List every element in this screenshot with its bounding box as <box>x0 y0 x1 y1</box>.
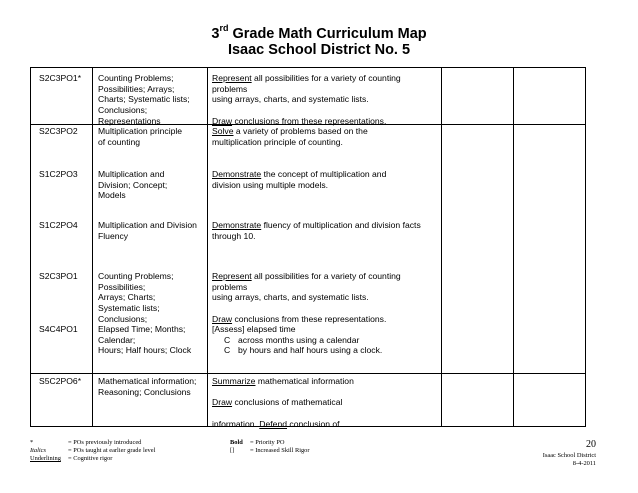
standard-code: S2C3PO1* <box>39 73 82 83</box>
description-cell: Demonstrate the concept of multiplication and division using multiple models. <box>212 169 387 190</box>
curriculum-table <box>30 67 586 427</box>
description-cell: Demonstrate fluency of multiplication and division facts through 10. <box>212 220 421 241</box>
description-cell: Represent all possibilities for a variety of counting problems using arrays, charts, and systematic lists. Draw conclusions from these representations. <box>212 73 401 126</box>
topic-cell: Elapsed Time; Months; Calendar; Hours; Half hours; Clock <box>98 324 192 356</box>
standard-code: S2C3PO2 <box>39 126 78 136</box>
standard-code: S1C2PO3 <box>39 169 78 179</box>
topic-cell: Mathematical information; Reasoning; Conclusions <box>98 376 197 397</box>
district-title: Isaac School District No. 5 <box>227 42 411 58</box>
legend: * = POs previously introduced Italics = POs taught at earlier grade level Underlining = Cognitive rigor <box>30 439 156 462</box>
standard-code: S5C2PO6* <box>39 376 82 386</box>
topic-cell: Multiplication principle of counting <box>98 126 183 147</box>
footer-district: Isaac School District 8-4-2011 <box>542 452 596 467</box>
legend-secondary: Bold = Priority PO [] = Increased Skill Rigor <box>230 439 310 454</box>
topic-cell: Multiplication and Division Fluency <box>98 220 197 241</box>
page-number: 20 <box>586 439 596 450</box>
description-cell: Solve a variety of problems based on the multiplication principle of counting. <box>212 126 368 147</box>
topic-cell: Multiplication and Division; Concept; Models <box>98 169 168 201</box>
description-cell: Represent all possibilities for a variety of counting problems using arrays, charts, and systematic lists. Draw conclusions from these representations. <box>212 271 401 324</box>
bullet-marker: C <box>224 334 231 345</box>
description-cell: Summarize mathematical information Draw conclusions of mathematical information. Defend conclusion of <box>212 376 354 429</box>
topic-cell: Counting Problems; Possibilities; Arrays; Charts; Systematic lists; Conclusions; Representations <box>98 73 190 126</box>
page-title: 3rd Grade Math Curriculum Map <box>211 23 427 42</box>
topic-cell: Counting Problems; Possibilities; Arrays; Charts; Systematic lists; Conclusions; <box>98 271 174 324</box>
standard-code: S1C2PO4 <box>39 220 78 230</box>
standard-code: S2C3PO1 <box>39 271 78 281</box>
standard-code: S4C4PO1 <box>39 324 78 334</box>
description-cell: [Assess] elapsed time C across months using a calendar C by hours and half hours using a clock. <box>212 324 383 356</box>
bullet-marker: C <box>224 345 231 356</box>
row-divider <box>31 373 585 374</box>
